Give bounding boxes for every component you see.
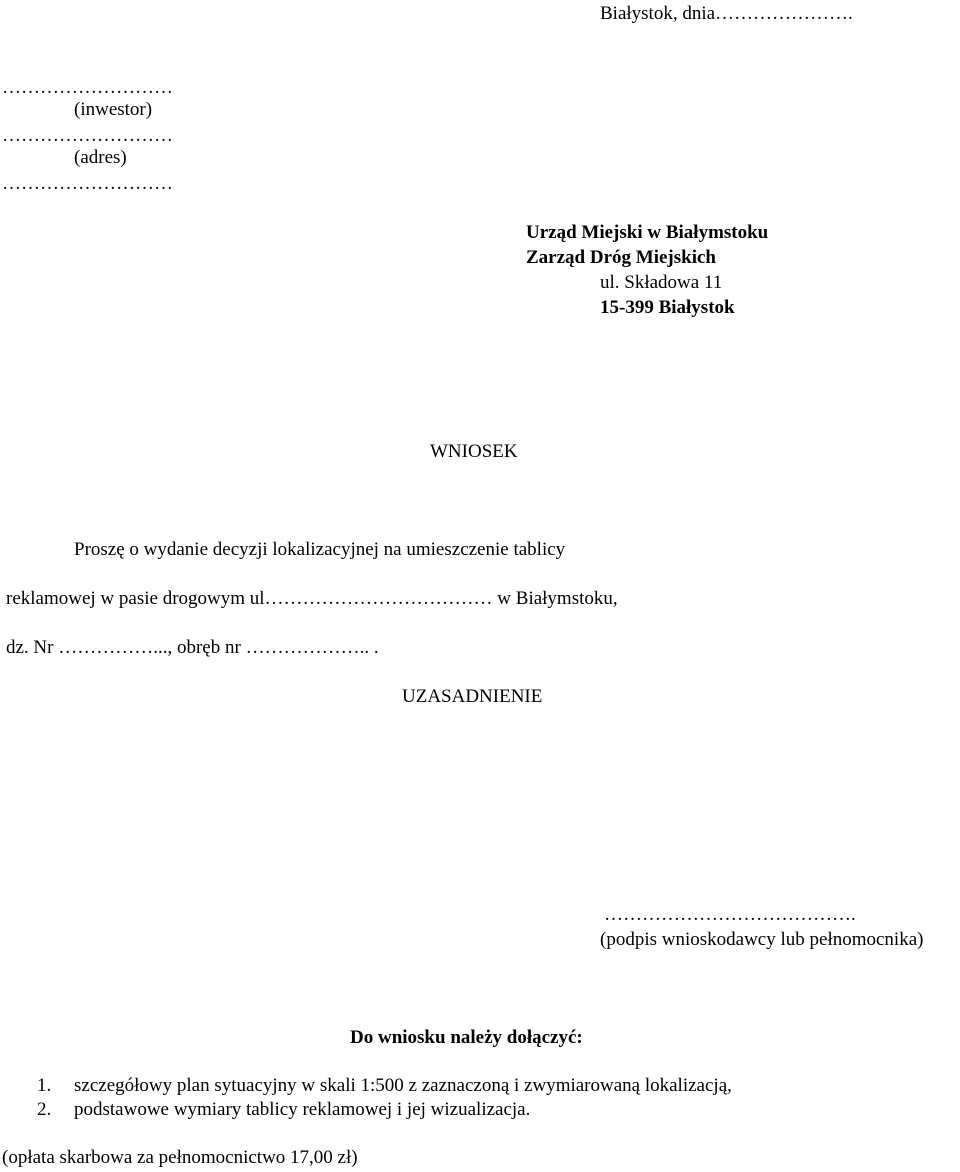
place-date: Białystok, dnia…………………. — [600, 3, 853, 24]
attachment-number: 2. — [37, 1099, 52, 1120]
investor-dots: ……………………… — [2, 77, 173, 98]
attachment-item: szczegółowy plan sytuacyjny w skali 1:500 z zaznaczoną i zwymiarowaną lokalizacją, — [74, 1075, 732, 1096]
attachments-title: Do wniosku należy dołączyć: — [350, 1027, 583, 1048]
investor-label: (inwestor) — [74, 99, 153, 120]
address-label: (adres) — [74, 147, 127, 168]
attachment-item: podstawowe wymiary tablicy reklamowej i jej wizualizacja. — [74, 1099, 531, 1120]
recipient-department: Zarząd Dróg Miejskich — [526, 247, 716, 268]
recipient-postal: 15-399 Białystok — [600, 297, 735, 318]
fee-note: (opłata skarbowa za pełnomocnictwo 17,00 zł) — [2, 1147, 358, 1168]
request-line-2: reklamowej w pasie drogowym ul……………………………… w Białymstoku, — [6, 588, 618, 609]
attachment-number: 1. — [37, 1075, 52, 1096]
address-dots-1: ……………………… — [2, 125, 173, 146]
justification-title: UZASADNIENIE — [402, 686, 543, 707]
signature-label: (podpis wnioskodawcy lub pełnomocnika) — [600, 929, 924, 950]
recipient-office: Urząd Miejski w Białymstoku — [526, 222, 769, 243]
request-line-1: Proszę o wydanie decyzji lokalizacyjnej na umieszczenie tablicy — [74, 539, 566, 560]
request-line-3: dz. Nr ……………..., obręb nr ……………….. . — [6, 637, 379, 658]
document-title: WNIOSEK — [430, 441, 518, 462]
address-dots-2: ……………………… — [2, 173, 173, 194]
signature-dots: …………………………………. — [604, 904, 856, 925]
recipient-street: ul. Składowa 11 — [600, 272, 723, 293]
